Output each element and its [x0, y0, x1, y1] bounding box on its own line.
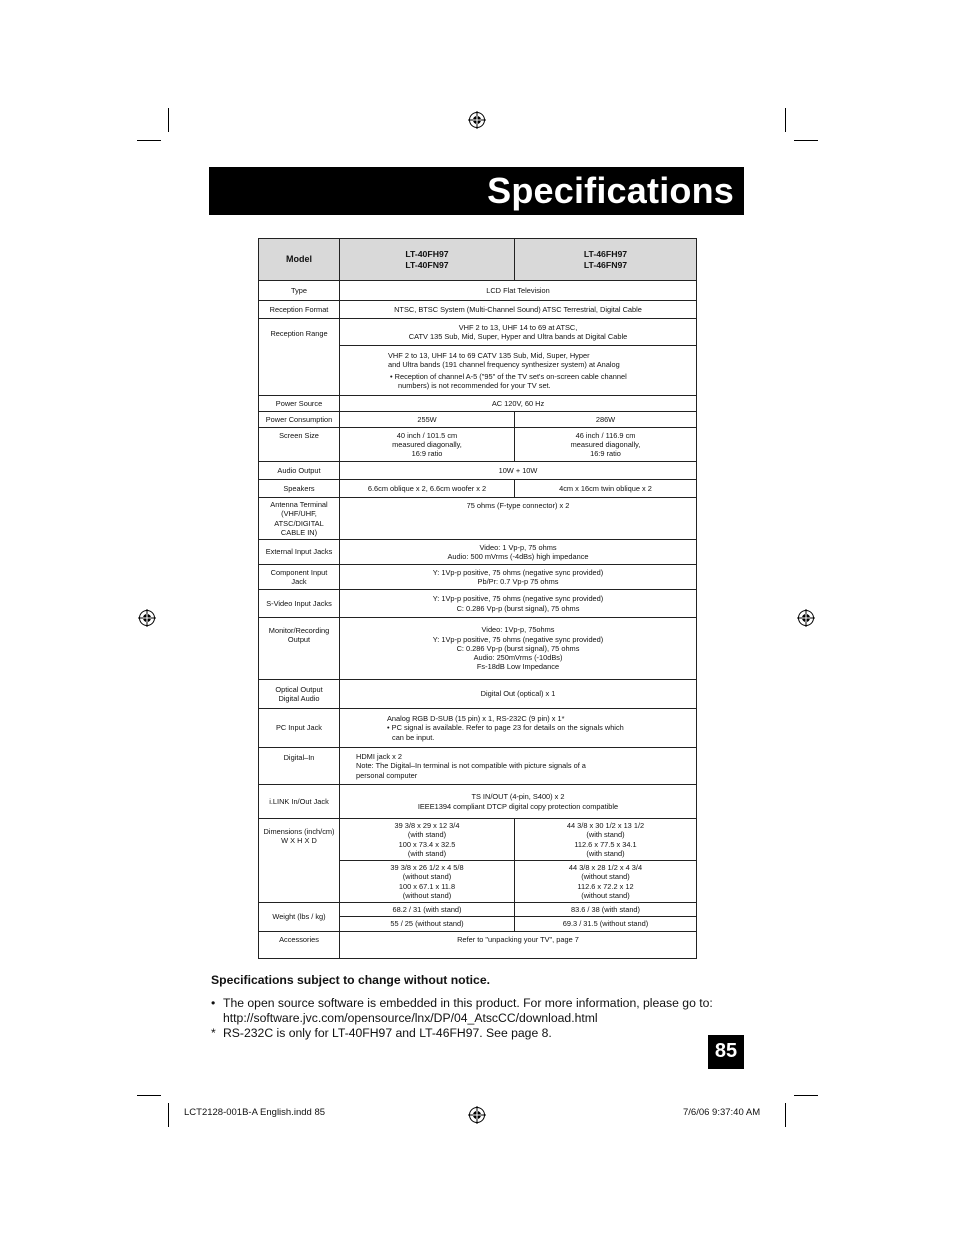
value-line: can be input. [392, 732, 435, 742]
table-row [259, 903, 697, 917]
crop-mark [168, 108, 169, 132]
value-line: 39 3/8 x 26 1/2 x 4 5/8 [390, 863, 464, 873]
row-value: Digital Out (optical) x 1 [340, 680, 697, 709]
value-line: (with stand) [407, 830, 447, 840]
row-value [340, 565, 697, 590]
crop-mark [794, 1095, 818, 1096]
row-value: 75 ohms (F-type connector) x 2 [340, 498, 697, 540]
value-line: Audio: 250mVrms (-10dBs) [473, 653, 563, 663]
label-line: Jack [291, 577, 307, 586]
model-name: LT-40FN97 [405, 259, 449, 270]
change-notice: Specifications subject to change without notice. [211, 973, 490, 987]
table-row [259, 396, 697, 412]
table-row [259, 319, 697, 346]
row-value [340, 861, 515, 903]
registration-mark-icon [138, 609, 156, 627]
label-line: Digital Audio [278, 694, 320, 703]
table-row [259, 428, 697, 462]
value-line: and Ultra bands (191 channel frequency synthesizer system) at Analog [388, 359, 620, 369]
table-row [259, 819, 697, 861]
label-line: Antenna Terminal [270, 500, 328, 510]
value-line: VHF 2 to 13, UHF 14 to 69 at ATSC, [458, 322, 578, 332]
row-label: Power Source [259, 396, 340, 412]
row-label: Screen Size [259, 428, 340, 462]
row-label: S-Video Input Jacks [259, 590, 340, 618]
row-value: AC 120V, 60 Hz [340, 396, 697, 412]
table-row [259, 301, 697, 319]
table-row [259, 618, 697, 680]
value-line: Y: 1Vp-p positive, 75 ohms (negative sync provided) [432, 567, 604, 577]
value-line: 100 x 67.1 x 11.8 [398, 881, 456, 891]
row-value: 4cm x 16cm twin oblique x 2 [515, 480, 697, 498]
label-line: CABLE IN) [280, 527, 318, 537]
row-value [340, 819, 515, 861]
table-row [259, 462, 697, 480]
row-label: i.LINK In/Out Jack [259, 785, 340, 819]
value-line: Pb/Pr: 0.7 Vp-p 75 ohms [477, 577, 559, 586]
registration-mark-icon [468, 111, 486, 129]
row-label: Speakers [259, 480, 340, 498]
crop-mark [168, 1103, 169, 1127]
label-line: Component Input [270, 567, 328, 577]
value-line: (without stand) [581, 890, 630, 900]
open-source-note [211, 996, 751, 1026]
table-row [259, 412, 697, 428]
model-header: Model [259, 239, 340, 281]
row-label [259, 819, 340, 903]
value-line: 16:9 ratio [411, 449, 443, 459]
row-value: 83.6 / 38 (with stand) [515, 903, 697, 917]
value-line: 44 3/8 x 28 1/2 x 4 3/4 [568, 863, 643, 873]
note-url: http://software.jvc.com/opensource/lnx/DP/04_AtscCC/download.html [223, 1011, 598, 1025]
table-row [259, 281, 697, 301]
label-line: Optical Output [275, 684, 323, 694]
row-label: Reception Format [259, 301, 340, 319]
crop-mark [785, 108, 786, 132]
table-row [259, 540, 697, 565]
value-line: (without stand) [581, 872, 630, 882]
table-row [259, 932, 697, 959]
value-line: Video: 1Vp-p, 75ohms [481, 625, 555, 635]
value-line: CATV 135 Sub, Mid, Super, Hyper and Ultra bands at Digital Cable [408, 332, 628, 341]
value-line: C: 0.286 Vp-p (burst signal), 75 ohms [456, 643, 580, 653]
row-value: 286W [515, 412, 697, 428]
asterisk-mark: * [211, 1026, 216, 1040]
row-value [340, 428, 515, 462]
row-value: 68.2 / 31 (with stand) [340, 903, 515, 917]
note-line: RS-232C is only for LT-40FH97 and LT-46FH97. See page 8. [223, 1026, 552, 1040]
label-line: Monitor/Recording [268, 626, 330, 635]
row-label: Audio Output [259, 462, 340, 480]
value-note: • Reception of channel A-5 ("95" of the TV set's on-screen cable channel numbers) is not recommended for your TV set. [390, 372, 627, 391]
row-label [259, 498, 340, 540]
row-value [340, 618, 697, 680]
value-line: 39 3/8 x 29 x 12 3/4 [394, 821, 460, 831]
label-line: Output [287, 635, 311, 645]
row-label: Type [259, 281, 340, 301]
title-bar [209, 167, 744, 215]
value-line: IEEE1394 compliant DTCP digital copy protection compatible [417, 801, 619, 811]
row-value [340, 590, 697, 618]
row-label: Weight (lbs / kg) [259, 903, 340, 932]
table-row [259, 748, 697, 785]
row-value: 69.3 / 31.5 (without stand) [515, 917, 697, 932]
crop-mark [794, 140, 818, 141]
value-line: C: 0.286 Vp-p (burst signal), 75 ohms [456, 603, 580, 613]
footer-file: LCT2128-001B-A English.indd 85 [184, 1107, 326, 1118]
label-line: (VHF/UHF, [281, 509, 317, 519]
row-label: External Input Jacks [259, 540, 340, 565]
value-line: 44 3/8 x 30 1/2 x 13 1/2 [566, 821, 645, 831]
value-line: 16:9 ratio [590, 449, 621, 459]
row-label: Accessories [259, 932, 340, 959]
row-value: 10W + 10W [340, 462, 697, 480]
value-line: Audio: 500 mVrms (-4dBs) high impedance [447, 552, 589, 561]
table-row [259, 680, 697, 709]
value-line: VHF 2 to 13, UHF 14 to 69 CATV 135 Sub, Mid, Super, Hyper [388, 350, 590, 360]
row-value: 55 / 25 (without stand) [340, 917, 515, 932]
rs232c-note [211, 1026, 751, 1041]
page-title: Specifications [487, 170, 734, 211]
table-row [259, 480, 697, 498]
value-line: • PC signal is available. Refer to page 23 for details on the signals which [387, 723, 624, 733]
table-row [259, 709, 697, 748]
row-value [515, 819, 697, 861]
table-row [259, 239, 697, 281]
value-line: (without stand) [402, 890, 452, 900]
model-col1-header [340, 239, 515, 281]
value-line: Y: 1Vp-p positive, 75 ohms (negative sync provided) [432, 634, 604, 644]
model-col2-header [515, 239, 697, 281]
row-value: Refer to "unpacking your TV", page 7 [340, 932, 697, 959]
row-label: Power Consumption [259, 412, 340, 428]
value-line: Analog RGB D-SUB (15 pin) x 1, RS-232C (9 pin) x 1* [387, 714, 565, 724]
row-value [340, 709, 697, 748]
row-label: PC Input Jack [259, 709, 340, 748]
value-line: Y: 1Vp-p positive, 75 ohms (negative sync provided) [432, 594, 604, 604]
table-row [259, 785, 697, 819]
value-line: personal computer [356, 770, 418, 780]
value-line: 46 inch / 116.9 cm [575, 430, 636, 440]
row-label [259, 565, 340, 590]
footer-datetime: 7/6/06 9:37:40 AM [683, 1107, 761, 1118]
registration-mark-icon [797, 609, 815, 627]
page-number: 85 [714, 1040, 738, 1062]
value-line: Note: The Digital–In terminal is not compatible with picture signals of a [356, 761, 586, 771]
row-label: Digital–In [259, 748, 340, 785]
value-line: 112.6 x 77.5 x 34.1 [574, 839, 637, 849]
table-row [259, 590, 697, 618]
label-line: ATSC/DIGITAL [274, 518, 324, 528]
value-line: measured diagonally, [570, 439, 641, 449]
row-value [515, 861, 697, 903]
crop-mark [137, 140, 161, 141]
value-line: HDMI jack x 2 [356, 752, 402, 762]
row-label [259, 618, 340, 680]
model-name: LT-46FN97 [583, 259, 628, 270]
value-line: 112.6 x 72.2 x 12 [577, 881, 634, 891]
row-label [259, 680, 340, 709]
crop-mark [137, 1095, 161, 1096]
row-value [340, 319, 697, 346]
value-line: 100 x 73.4 x 32.5 [398, 839, 456, 849]
value-line: (with stand) [586, 830, 625, 840]
value-line: TS IN/OUT (4-pin, S400) x 2 [471, 792, 565, 802]
value-line: 40 inch / 101.5 cm [396, 430, 458, 440]
value-line: measured diagonally, [392, 439, 462, 449]
table-row [259, 498, 697, 540]
value-line: Video: 1 Vp-p, 75 ohms [479, 542, 557, 552]
row-value: LCD Flat Television [340, 281, 697, 301]
row-value [515, 428, 697, 462]
label-line: W X H X D [281, 836, 317, 846]
page-number-box [708, 1035, 744, 1069]
registration-mark-icon [468, 1106, 486, 1124]
label-line: Dimensions (inch/cm) [263, 827, 335, 836]
row-value [340, 748, 697, 785]
value-line: (with stand) [586, 848, 625, 858]
table-row [259, 565, 697, 590]
value-line: Fs-18dB Low Impedance [476, 662, 560, 672]
row-value: 255W [340, 412, 515, 428]
row-value [340, 540, 697, 565]
notes [211, 973, 751, 1041]
crop-mark [785, 1103, 786, 1127]
model-name: LT-46FH97 [583, 248, 628, 259]
value-line: (without stand) [402, 872, 452, 882]
bullet-mark: • [211, 996, 216, 1010]
specifications-table [258, 238, 697, 959]
value-line: (with stand) [407, 848, 447, 858]
row-label: Reception Range [259, 319, 340, 396]
note-line: The open source software is embedded in this product. For more information, please go to: [223, 996, 713, 1010]
row-value: 6.6cm oblique x 2, 6.6cm woofer x 2 [340, 480, 515, 498]
row-value [340, 785, 697, 819]
model-name: LT-40FH97 [405, 248, 449, 259]
row-value [340, 346, 697, 396]
row-value: NTSC, BTSC System (Multi-Channel Sound) ATSC Terrestrial, Digital Cable [340, 301, 697, 319]
